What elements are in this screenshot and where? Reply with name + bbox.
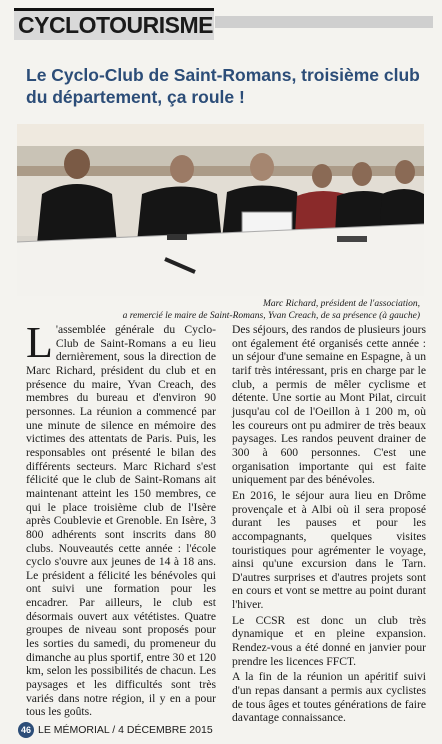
paragraph: En 2016, le séjour aura lieu en Drôme provençale et à Albi où il sera proposé durant les pauses et pour les accompagnants, quelques visites touristiques pour agrémenter le voyage, ainsi qu'une excursion dans le Tarn. D'autres surprises et d'autres projets sont en cours et vont se mettre au point durant l'hiver. (232, 488, 426, 612)
photo-meeting-table (17, 124, 424, 296)
paragraph: Des séjours, des randos de plusieurs jours ont également été organisés cette année : un séjour d'une semaine en Espagne, à un tarif très intéressant, pris en charge par le club, a permis de mêler cyclisme et détente. Une sortie au Mont Pilat, circuit jusqu'au col de l'Oeillon à 1 200 m, où les coureurs ont pu admirer de très beaux paysages. Les randos peuvent drainer de 300 à 600 personnes. C'est une organisation importante qui est faite uniquement par des bénévoles. (232, 323, 426, 487)
photo-caption (120, 298, 420, 322)
paragraph (26, 318, 216, 719)
caption-line-1: Marc Richard, président de l'association, (262, 299, 420, 309)
article-column-right (232, 323, 426, 727)
page-number: 46 (18, 722, 34, 738)
article-column-left (26, 318, 216, 721)
dropcap: L (26, 318, 53, 367)
caption-line-2: a remercié le maire de Saint-Romans, Yvan Creach, de sa présence (à gauche) (122, 311, 420, 321)
section-rule (215, 16, 433, 28)
paragraph-text: 'assemblée générale du Cyclo-Club de Saint-Romans a eu lieu dernièrement, sous la direction de Marc Richard, président du club et en présence du maire, Yvan Creach, des membres du bureau et d'environ 90 personnes. La réunion a commencé par une minute de silence en mémoire des victimes des attentats de Paris. Puis, les responsables ont présenté le bilan des différents secteurs. Marc Richard s'est félicité que le club de Saint-Romans ait maintenant atteint les 150 membres, ce qui le place troisième club de l'Isère après Coublevie et Grenoble. En Isère, 3 800 adhérents sont inscrits dans 80 clubs. Nouveautés cette année : l'école cyclo s'ouvre aux jeunes de 14 à 18 ans. Le président a félicité les bénévoles qui ont suivi une formation pour les encadrer. Par ailleurs, le club est désormais ouvert aux vététistes. Quatre groupes de niveau sont proposés pour les sorties du samedi, du promeneur du dimanche au plus sportif, entre 30 et 120 km, selon les possibilités de chacun. Les paysages et les difficultés sont très variés dans notre région, il y en a pour tous les goûts. (26, 323, 216, 719)
headline: Le Cyclo-Club de Saint-Romans, troisième club du département, ça roule ! (26, 65, 420, 107)
page-footer (18, 722, 418, 738)
article-photo (17, 124, 424, 296)
section-tag: CYCLOTOURISME (14, 8, 214, 40)
paragraph: Le CCSR est donc un club très dynamique et en pleine expansion. Rendez-vous a été donné en janvier pour prendre les licences FFCT. (232, 613, 426, 668)
footer-publication: LE MÉMORIAL / 4 DÉCEMBRE 2015 (38, 724, 213, 736)
paragraph: A la fin de la réunion un apéritif suivi d'un repas dansant a permis aux cyclistes de tous âges et toutes générations de faire davantage connaissance. (232, 670, 426, 725)
